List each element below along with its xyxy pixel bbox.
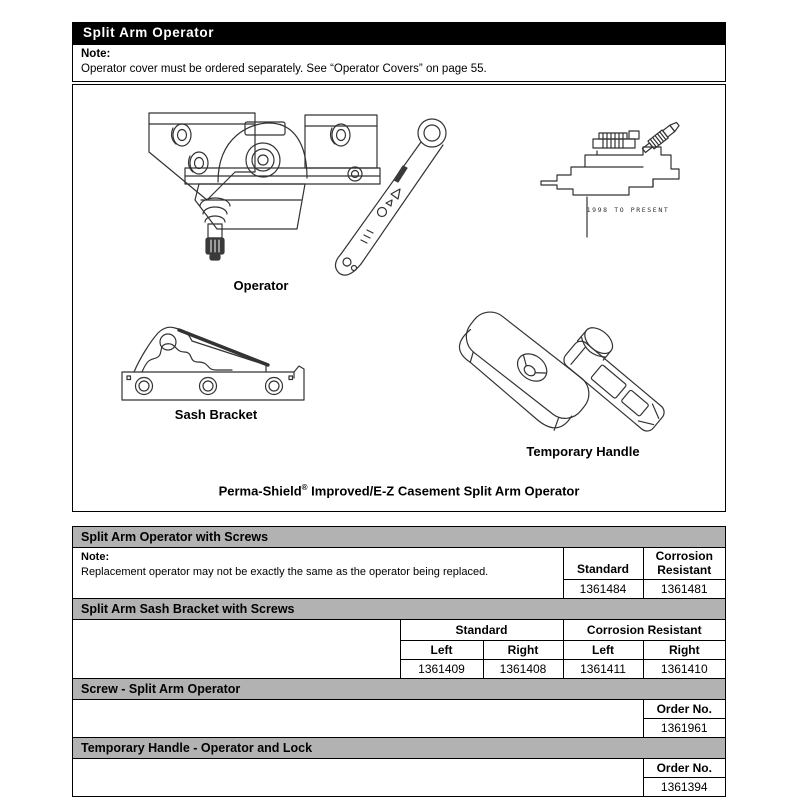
section-header-split-arm-operator: Split Arm Operator with Screws [73, 527, 725, 548]
col-header-order-no-handle: Order No. [643, 759, 725, 778]
caption-rest: Improved/E-Z Casement Split Arm Operator [307, 483, 580, 499]
order-number-screw: 1361961 [660, 720, 708, 735]
order-number-standard-right: 1361408 [483, 659, 563, 678]
section4-table [73, 759, 725, 796]
col-header-corrosion-right: Right [643, 640, 725, 659]
note-label: Note: [81, 48, 111, 60]
operator-drawing-icon [135, 102, 470, 282]
caption-brand: Perma-Shield [218, 483, 302, 499]
registered-mark: ® [301, 482, 308, 492]
col-header-corrosion-resistant: Corrosion Resistant [643, 548, 725, 580]
col-header-order-no-screw: Order No. [643, 700, 725, 719]
group-header-standard: Standard [400, 620, 563, 641]
col-header-standard-left: Left [400, 640, 483, 659]
section1-note-cell [73, 548, 563, 598]
section1-table [73, 548, 725, 598]
group-header-corrosion-resistant: Corrosion Resistant [563, 620, 725, 641]
col-header-corrosion-left: Left [563, 640, 643, 659]
col-header-standard-right: Right [483, 640, 563, 659]
page-title: Split Arm Operator [72, 22, 726, 44]
order-number-corrosion: 1361481 [643, 579, 725, 598]
note-text: Operator cover must be ordered separately. See “Operator Covers” on page 55. [81, 62, 487, 75]
section2-empty-cell [73, 620, 400, 678]
operator-label: Operator [233, 277, 289, 293]
section3-table [73, 700, 725, 737]
order-number-standard-left: 1361409 [418, 661, 465, 676]
section2-table [73, 620, 725, 678]
section3-empty-cell [73, 700, 643, 737]
sash-bracket-label: Sash Bracket [174, 406, 258, 422]
section-header-temporary-handle: Temporary Handle - Operator and Lock [73, 737, 725, 759]
figure-caption [73, 483, 725, 498]
vintage-part-drawing-icon [535, 123, 695, 241]
temporary-handle-label: Temporary Handle [526, 443, 640, 459]
document-body [72, 22, 726, 797]
order-number-standard: 1361484 [579, 581, 627, 596]
section1-note-text: Replacement operator may not be exactly the same as the operator being replaced. [81, 565, 489, 578]
section1-note-label: Note: [81, 550, 110, 563]
note-box [72, 44, 726, 82]
section-header-screw: Screw - Split Arm Operator [73, 678, 725, 700]
order-number-corrosion-left: 1361411 [563, 659, 643, 678]
sash-bracket-drawing-icon [118, 320, 308, 408]
col-header-standard: Standard [563, 548, 643, 580]
vintage-label: 1998 TO PRESENT [586, 205, 670, 214]
parts-table [72, 526, 726, 797]
section-header-sash-bracket: Split Arm Sash Bracket with Screws [73, 598, 725, 620]
figure-box [72, 84, 726, 512]
section4-empty-cell [73, 759, 643, 796]
order-number-temporary-handle: 1361394 [660, 779, 708, 794]
temporary-handle-drawing-icon [452, 306, 697, 446]
order-number-corrosion-right: 1361410 [643, 659, 725, 678]
